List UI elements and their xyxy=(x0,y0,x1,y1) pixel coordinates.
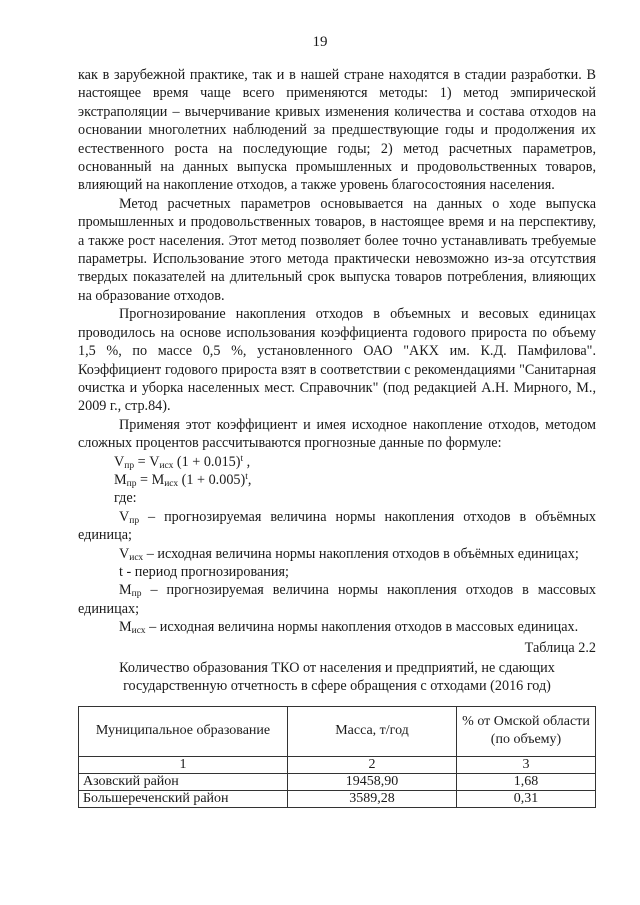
paragraph: Применяя этот коэффициент и имея исходное накопление отходов, методом сложных процентов рассчитываются прогнозные данные по формуле: xyxy=(78,416,596,452)
formula-volume: $V_{пр} = V_{исх}$ $(1 + 0.015)^t$ , xyxy=(114,453,251,471)
column-number: 1 xyxy=(79,756,288,773)
table-cell: Большереченский район xyxy=(79,790,288,807)
table-cell: 0,31 xyxy=(457,790,596,807)
table-header-row xyxy=(79,706,596,756)
paragraph: Метод расчетных параметров основывается на данных о ходе выпуска промышленных и продовольственных товаров, в настоящее время и на перспективу, а также рост населения. Этот метод позволяет более точно устанавливать требуемые параметры. Использование этого метода практически невозможно из-за отсутствия твердых показателей на длительный срок выпуска товаров потребления, влияющих на образование отходов. xyxy=(78,195,596,304)
column-header: Масса, т/год xyxy=(288,706,457,756)
table-cell: Азовский район xyxy=(79,773,288,790)
paragraph: как в зарубежной практике, так и в нашей стране находятся в стадии разработки. В настоящее время чаще всего применяются методы: 1) метод эмпирической экстраполяции – вычерчивание кривых изменения количества и состава отходов на основании многолетних наблюдений за предшествующие годы и продолжения их естественного роста на последующие годы; 2) метод расчетных параметров, основанный на данных выпуска промышленных и продовольственных товаров, влияющий на накопление отходов, а также уровень благосостояния населения. xyxy=(78,67,596,194)
column-number: 2 xyxy=(288,756,457,773)
table-number-row xyxy=(79,756,596,773)
document-body xyxy=(78,66,596,808)
table-cell: 1,68 xyxy=(457,773,596,790)
definition: $M_{исх}$ – исходная величина нормы накопления отходов в массовых единицах. xyxy=(119,619,579,637)
table-cell: 19458,90 xyxy=(288,773,457,790)
definition: t - период прогнозирования; xyxy=(119,563,289,580)
column-header: Муниципальное образование xyxy=(79,706,288,756)
table-label: Таблица 2.2 xyxy=(524,639,596,656)
paragraph: Прогнозирование накопления отходов в объемных и весовых единицах проводилось на основе использования коэффициента годового прироста по объему 1,5 %, по массе 0,5 %, установленного ОАО "АКХ им. К.Д. Памфилова". Коэффициент годового прироста взят в соответствии с рекомендациями "Санитарная очистка и уборка населенных мест. Справочник" (под редакцией А.Н. Мирного, М., 2009 г., стр.84). xyxy=(78,306,596,415)
table-row xyxy=(79,773,596,790)
table-caption: Количество образования ТКО от населения и предприятий, не сдающих государственную отчетность в сфере обращения с отходами (2016 год) xyxy=(119,660,555,695)
definition: $V_{пр}$ – прогнозируемая величина нормы накопления отходов в объёмных единица; xyxy=(78,508,596,544)
definition: $V_{исх}$ – исходная величина нормы накопления отходов в объёмных единицах; xyxy=(119,545,579,563)
column-header: % от Омской области (по объему) xyxy=(457,706,596,756)
column-number: 3 xyxy=(457,756,596,773)
page-number: 19 xyxy=(312,34,328,50)
table-cell: 3589,28 xyxy=(288,790,457,807)
data-table xyxy=(78,706,596,808)
formula-mass: $M_{пр} = M_{исх}$ $(1 + 0.005)^t$, xyxy=(114,471,252,489)
where-label: где: xyxy=(114,490,137,507)
table-row xyxy=(79,790,596,807)
definition: $M_{пр}$ – прогнозируемая величина нормы накопления отходов в массовых единицах; xyxy=(78,582,596,617)
